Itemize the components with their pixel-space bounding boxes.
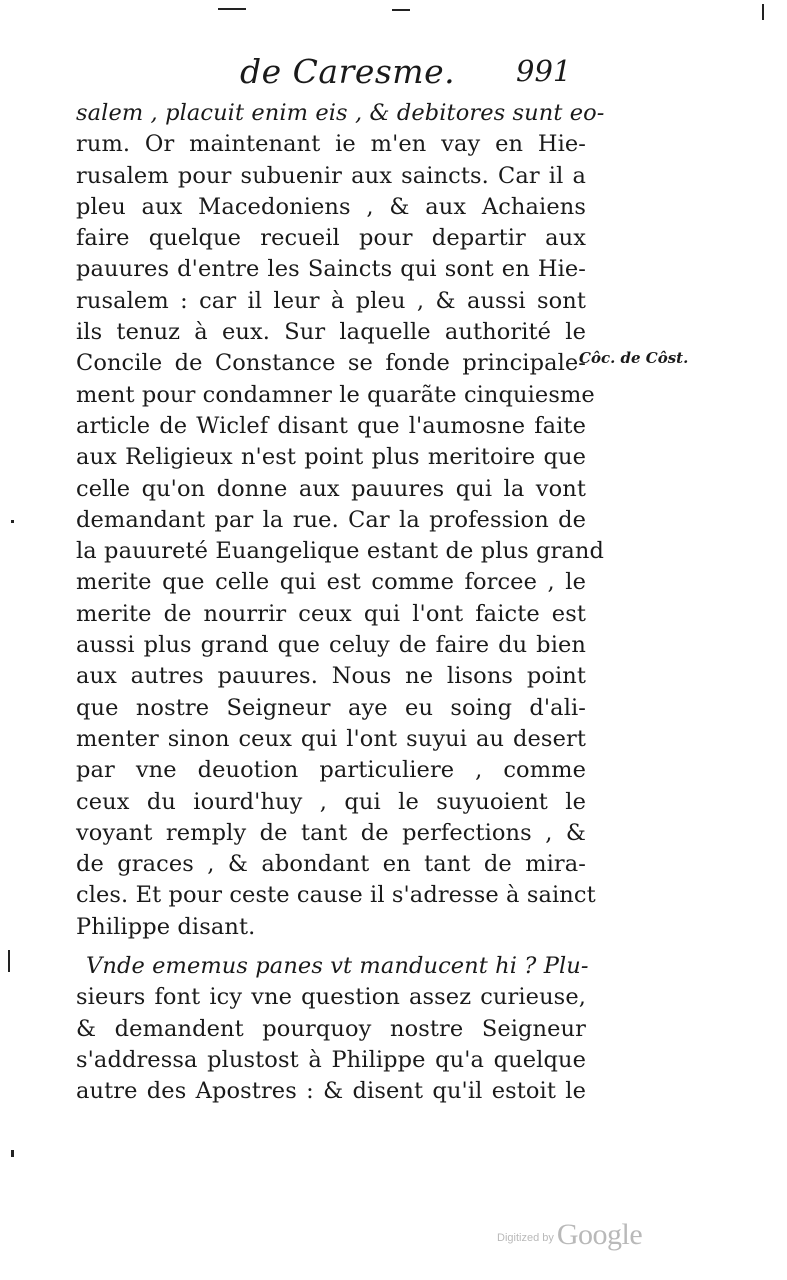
text-line: demandant par la rue. Car la profession de: [76, 506, 586, 533]
scan-mark: [11, 520, 14, 523]
text-line: menter sinon ceux qui l'ont suyui au desert: [76, 725, 586, 752]
text-line: faire quelque recueil pour departir aux: [76, 225, 586, 252]
watermark-prefix: Digitized by: [497, 1232, 554, 1244]
text-line: merite de nourrir ceux qui l'ont faicte est: [76, 600, 586, 627]
paragraph-1: [76, 98, 605, 943]
scan-mark: [762, 4, 764, 20]
text-line: rusalem : car il leur à pleu , & aussi sont: [76, 287, 586, 314]
text-line: par vne deuotion particuliere , comme: [76, 757, 586, 784]
text-line: pleu aux Macedoniens , & aux Achaiens: [76, 193, 586, 220]
paragraph-gap: [76, 943, 586, 951]
watermark-brand: Google: [556, 1218, 643, 1251]
text-line: sieurs font icy vne question assez curieuse,: [76, 984, 586, 1011]
text-line: autre des Apostres : & disent qu'il estoit le: [76, 1078, 586, 1105]
text-line: Vnde ememus panes vt manducent hi ? Plu-: [86, 953, 589, 980]
scan-mark: [11, 1150, 14, 1157]
paragraph-2: [76, 951, 589, 1107]
text-line: salem , placuit enim eis , & debitores sunt eo-: [76, 100, 605, 126]
scan-mark: [392, 9, 410, 11]
text-line: & demandent pourquoy nostre Seigneur: [76, 1015, 586, 1042]
scan-mark: [8, 950, 10, 972]
digitized-watermark: [497, 1218, 642, 1252]
text-line: celle qu'on donne aux pauures qui la vont: [76, 475, 586, 502]
text-line: Concile de Constance se fonde principale-: [76, 350, 586, 377]
body-text: [76, 98, 605, 1108]
text-line: rusalem pour subuenir aux saincts. Car il a: [76, 162, 586, 189]
text-line: ils tenuz à eux. Sur laquelle authorité le: [76, 319, 586, 346]
text-line: aux Religieux n'est point plus meritoire que: [76, 444, 586, 471]
text-line: article de Wiclef disant que l'aumosne faite: [76, 412, 586, 439]
text-line: merite que celle qui est comme forcee , le: [76, 569, 586, 596]
text-line: voyant remply de tant de perfections , &: [76, 819, 586, 846]
page-number: 991: [516, 54, 572, 88]
text-line: ment pour condamner le quarãte cinquiesme: [76, 381, 595, 408]
text-line: que nostre Seigneur aye eu soing d'ali-: [76, 694, 586, 721]
text-line: Philippe disant.: [76, 913, 256, 940]
text-line: aussi plus grand que celuy de faire du bien: [76, 632, 586, 659]
text-line: cles. Et pour ceste cause il s'adresse à sainct: [76, 882, 596, 909]
text-line: ceux du iourd'huy , qui le suyuoient le: [76, 788, 586, 815]
text-line: la pauureté Euangelique estant de plus grand: [76, 538, 604, 565]
text-line: de graces , & abondant en tant de mira-: [76, 851, 586, 878]
running-title: de Caresme.: [240, 52, 456, 91]
text-line: pauures d'entre les Saincts qui sont en Hie-: [76, 256, 586, 283]
text-line: rum. Or maintenant ie m'en vay en Hie-: [76, 131, 586, 158]
margin-note: Côc. de Côst.: [579, 349, 689, 367]
text-line: s'addressa plustost à Philippe qu'a quelque: [76, 1046, 586, 1073]
text-line: aux autres pauures. Nous ne lisons point: [76, 663, 586, 690]
scan-mark: [218, 8, 246, 10]
